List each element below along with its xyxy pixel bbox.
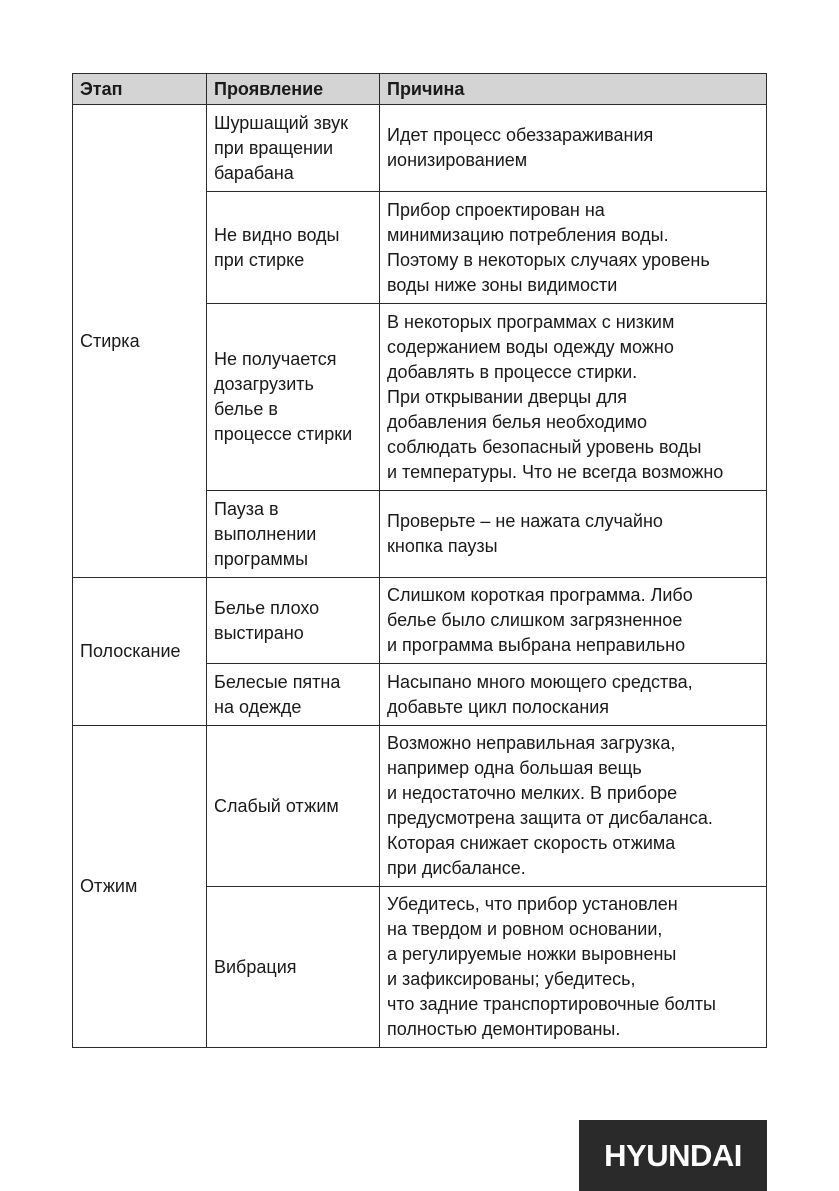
text-line: барабана [214,162,294,183]
table-header [73,74,767,105]
header-row [73,74,767,105]
text-line: содержанием воды одежду можно [387,336,674,357]
cause-cell [380,726,767,887]
text-line: например одна большая вещь [387,758,642,778]
header-symptom: Проявление [207,74,380,105]
symptom-cell [207,887,380,1048]
header-stage: Этап [73,74,207,105]
text-line: белье в [214,399,278,419]
text-line: предусмотрена защита от дисбаланса. [387,808,713,828]
text-line: добавлять в процессе стирки. [387,361,638,382]
text-line: при дисбалансе. [387,858,526,878]
cause-cell [380,491,767,578]
text-line: Шуршащий звук [214,112,348,133]
text-line: кнопка паузы [387,536,498,556]
text-line: Белье плохо [214,597,320,618]
text-line: Белесые пятна [214,671,341,692]
cause-cell [380,664,767,726]
text-line: Прибор спроектирован на [387,199,605,220]
symptom-cell [207,726,380,887]
text-line: при вращении [214,137,334,158]
symptom-cell [207,304,380,491]
text-line: ионизированием [387,150,528,170]
text-line: дозагрузить [214,374,314,394]
symptom-cell [207,578,380,664]
text-line: Вибрация [214,956,297,977]
hyundai-logo [579,1120,767,1191]
text-line: добавьте цикл полоскания [387,696,610,717]
text-line: и недостаточно мелких. В приборе [387,783,678,803]
text-line: а регулируемые ножки выровнены [387,944,677,964]
text-line: процессе стирки [214,424,353,444]
table-row [73,578,767,664]
text-line: и зафиксированы; убедитесь, [387,969,636,989]
text-line: что задние транспортировочные болты [387,994,716,1014]
text-line: программы [214,548,309,569]
stage-cell: Стирка [73,105,207,578]
troubleshooting-table [72,73,767,1048]
text-line: Которая снижает скорость отжима [387,833,676,853]
text-line: Пауза в [214,498,279,519]
table-row [73,105,767,192]
text-line: Слабый отжим [214,795,339,816]
text-line: Возможно неправильная загрузка, [387,733,676,753]
text-line: Насыпано много моющего средства, [387,671,693,692]
cause-cell [380,105,767,192]
table-row [73,726,767,887]
text-line: Убедитесь, что прибор установлен [387,894,678,914]
stage-cell: Отжим [73,726,207,1048]
symptom-cell [207,192,380,304]
text-line: и программа выбрана неправильно [387,635,686,655]
text-line: В некоторых программах с низким [387,311,675,332]
table-body [73,105,767,1048]
text-line: Слишком короткая программа. Либо [387,585,693,605]
cause-cell [380,578,767,664]
text-line: При открывании дверцы для [387,386,627,407]
stage-cell: Полоскание [73,578,207,726]
text-line: выполнении [214,523,317,544]
text-line: выстирано [214,622,304,643]
symptom-cell [207,105,380,192]
text-line: добавления белья необходимо [387,411,648,432]
text-line: на одежде [214,696,302,717]
symptom-cell [207,664,380,726]
header-cause: Причина [380,74,767,105]
symptom-cell [207,491,380,578]
text-line: минимизацию потребления воды. [387,224,669,245]
text-line: полностью демонтированы. [387,1019,621,1039]
text-line: Не получается [214,349,337,369]
text-line: на твердом и ровном основании, [387,919,663,939]
text-line: Проверьте – не нажата случайно [387,511,663,531]
logo-text: HYUNDAI [604,1137,742,1173]
text-line: Идет процесс обеззараживания [387,125,654,145]
cause-cell [380,304,767,491]
text-line: воды ниже зоны видимости [387,274,618,295]
text-line: соблюдать безопасный уровень воды [387,436,702,457]
text-line: Не видно воды [214,224,340,245]
text-line: белье было слишком загрязненное [387,610,683,630]
text-line: Поэтому в некоторых случаях уровень [387,249,710,270]
text-line: при стирке [214,249,305,270]
text-line: и температуры. Что не всегда возможно [387,461,724,482]
cause-cell [380,192,767,304]
cause-cell [380,887,767,1048]
